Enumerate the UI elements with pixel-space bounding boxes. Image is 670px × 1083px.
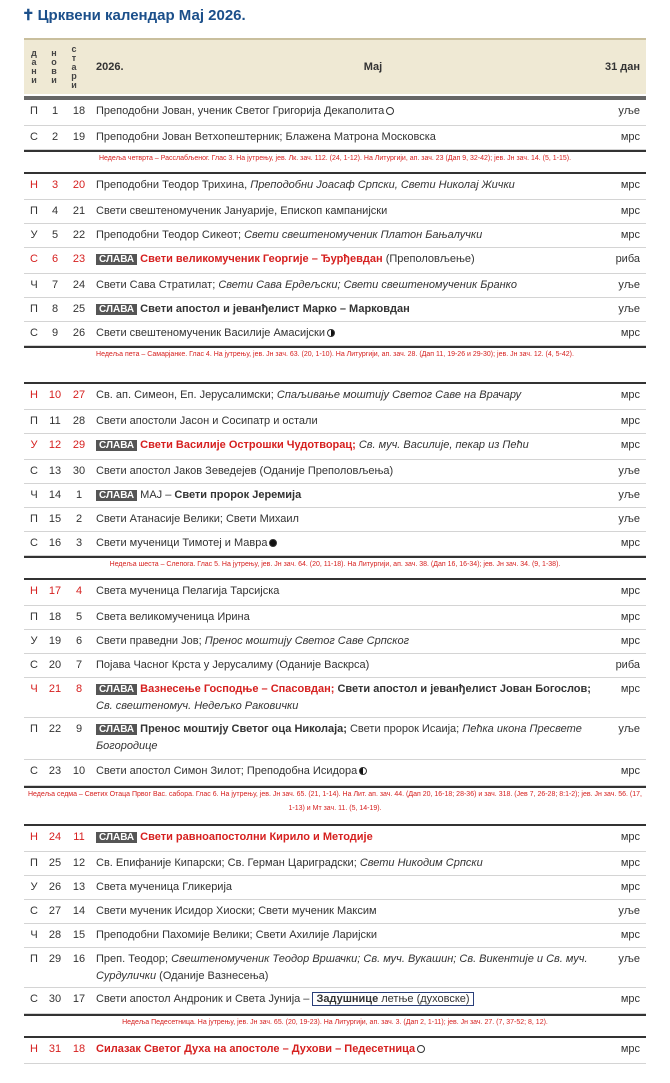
feast-name xyxy=(92,129,592,146)
fasting-rule: мрс xyxy=(620,635,640,647)
day-new: 11 xyxy=(49,415,61,427)
day-old: 18 xyxy=(72,1043,86,1055)
feast-part: Свети Василије Острошки Чудотворац; xyxy=(140,439,359,451)
day-new: 10 xyxy=(48,389,62,401)
fasting-rule: уље xyxy=(618,905,640,917)
feast-part: Преподобни Јоасаф Српски, Свети Николај Жички xyxy=(250,179,515,191)
feast-name xyxy=(92,511,592,528)
day-new: 14 xyxy=(48,489,62,501)
feast-name xyxy=(92,633,592,650)
week-reading: Недеља седма – Светих Отаца Првог Вас. сабора. Глас 6. На јутрењу, јев. Јн зач. 65. (21, 1-14). На Лит. ап. зач. 44. (Дап 20, 16-18; 28-36) и зач. 318. (Јев 7, 26-28; 8:1-2); јев. Јн зач. 56. (17, 1-13) и Мт зач. 11. (5, 14-19). xyxy=(24,786,646,826)
day-new: 17 xyxy=(48,585,62,597)
table-row xyxy=(24,1038,646,1064)
feast-part: Св. Епифаније Кипарски; Св. Герман Цариградски; xyxy=(96,857,360,869)
feast-part: Свети свештеномученик Јануарије, Епископ кампанијски xyxy=(96,205,388,217)
day-of-week: П xyxy=(30,857,38,869)
day-of-week: П xyxy=(30,611,38,623)
day-old: 25 xyxy=(72,303,86,315)
feast-part: летње (духовске) xyxy=(378,993,470,1005)
header-month: Мај xyxy=(363,61,383,73)
day-new: 31 xyxy=(48,1043,62,1055)
day-old: 3 xyxy=(75,537,83,549)
fasting-rule: уље xyxy=(618,303,640,315)
day-new: 19 xyxy=(48,635,62,647)
feast-part: Вазнесење Господње – Спасовдан; xyxy=(140,683,338,695)
day-new: 12 xyxy=(48,439,62,451)
feast-part: Појава Часног Крста у Јерусалиму (Оданије Васкрса) xyxy=(96,659,370,671)
zadusnice-box xyxy=(312,992,473,1006)
table-row xyxy=(24,826,646,852)
feast-part: Преподобни Јован, ученик Светог Григорија Декаполита xyxy=(96,105,385,117)
feast-part: Света мученица Пелагија Тарсијска xyxy=(96,585,280,597)
feast-part: Свети апостол и јеванђелист Марко – Марковдан xyxy=(140,303,410,315)
feast-part: Св. свештеномуч. Недељко Раковички xyxy=(96,700,299,712)
day-new: 25 xyxy=(48,857,62,869)
day-of-week: Н xyxy=(30,179,38,191)
day-old: 22 xyxy=(72,229,86,241)
table-row xyxy=(24,274,646,298)
table-row xyxy=(24,948,646,988)
table-row xyxy=(24,988,646,1014)
fasting-rule: мрс xyxy=(620,415,640,427)
day-of-week: П xyxy=(30,205,38,217)
day-of-week: С xyxy=(30,659,38,671)
day-new: 7 xyxy=(51,279,59,291)
day-new: 8 xyxy=(51,303,59,315)
table-row xyxy=(24,100,646,126)
feast-part: Свети равноапостолни Кирило и Методије xyxy=(140,831,373,843)
fasting-rule: мрс xyxy=(620,327,640,339)
day-new: 22 xyxy=(48,723,62,735)
day-old: 23 xyxy=(72,253,86,265)
moon-phase-icon xyxy=(417,1045,425,1053)
feast-name xyxy=(92,609,592,626)
fasting-rule: мрс xyxy=(620,683,640,695)
fasting-rule: мрс xyxy=(620,1043,640,1055)
feast-part: Свети апостол Јаков Зеведејев (Оданије Преполовљења) xyxy=(96,465,394,477)
table-row xyxy=(24,248,646,274)
day-new: 3 xyxy=(51,179,59,191)
day-of-week: П xyxy=(30,513,38,525)
week-reading: Недеља Педесетница. На јутрењу, јев. Јн зач. 65. (20, 19-23). На Литургији, ап. зач. 3. (Дап 2, 1-11); јев. Јн зач. 27. (7, 37-52; 8, 12). xyxy=(24,1014,646,1038)
fasting-rule: мрс xyxy=(620,131,640,143)
title-text: Црквени календар Мај 2026. xyxy=(37,7,246,24)
table-row xyxy=(24,298,646,322)
slava-badge: СЛАВА xyxy=(96,304,137,315)
table-row xyxy=(24,224,646,248)
table-row xyxy=(24,434,646,460)
feast-name xyxy=(92,325,592,342)
feast-part: Спаљивање моштију Светог Саве на Врачару xyxy=(276,389,522,401)
feast-part: (Преполовљење) xyxy=(382,253,475,265)
day-old: 29 xyxy=(72,439,86,451)
table-row xyxy=(24,508,646,532)
fasting-rule: риба xyxy=(615,659,640,671)
feast-part: Свети Сава Стратилат; xyxy=(96,279,219,291)
week-reading: Недеља четврта – Расслабљеног. Глас 3. На јутрењу, јев. Лк. зач. 112. (24, 1-12). На Литургији, ап. зач. 23 (Дап 9, 32-42); јев. Јн зач. 14. (5, 1-15). xyxy=(24,150,646,174)
day-of-week: С xyxy=(30,327,38,339)
feast-name xyxy=(92,463,592,480)
day-old: 4 xyxy=(75,585,83,597)
day-new: 24 xyxy=(48,831,62,843)
moon-phase-icon xyxy=(269,539,277,547)
day-of-week: Ч xyxy=(30,279,38,291)
feast-name xyxy=(92,763,592,780)
day-old: 2 xyxy=(75,513,83,525)
feast-name xyxy=(92,103,592,120)
fasting-rule: мрс xyxy=(620,929,640,941)
feast-part: Свети пророк Исаија; xyxy=(349,723,463,735)
feast-name xyxy=(92,721,592,755)
feast-part: Свети свештеномученик Платон Бањалучки xyxy=(244,229,483,241)
week-reading: Недеља шеста – Слепога. Глас 5. На јутрењу, јев. Јн зач. 64. (20, 11-18). На Литургији, ап. зач. 38. (Дап 16, 16-34); јев. Јн зач. 34. (9, 1-38). xyxy=(24,556,646,580)
table-row xyxy=(24,630,646,654)
day-of-week: У xyxy=(30,439,38,451)
day-old: 13 xyxy=(72,881,86,893)
feast-part: Св. муч. Василије, пекар из Пећи xyxy=(358,439,529,451)
fasting-rule: мрс xyxy=(620,585,640,597)
fasting-rule: мрс xyxy=(620,831,640,843)
fasting-rule: мрс xyxy=(620,611,640,623)
fasting-rule: мрс xyxy=(620,537,640,549)
day-of-week: П xyxy=(30,105,38,117)
feast-part: Преподобни Јован Ветхопештерник; Блажена Матрона Московска xyxy=(96,131,436,143)
table-row xyxy=(24,410,646,434)
day-of-week: С xyxy=(30,253,38,265)
day-old: 30 xyxy=(72,465,86,477)
slava-badge: СЛАВА xyxy=(96,832,137,843)
slava-badge: СЛАВА xyxy=(96,490,137,501)
table-row xyxy=(24,532,646,556)
feast-name xyxy=(92,829,592,846)
day-of-week: Н xyxy=(30,389,38,401)
day-old: 18 xyxy=(72,105,86,117)
feast-part: Пренос моштију Светог Саве Српског xyxy=(204,635,410,647)
fasting-rule: мрс xyxy=(620,857,640,869)
day-new: 2 xyxy=(51,131,59,143)
feast-name xyxy=(92,879,592,896)
feast-part: Свети апостол и јеванђелист Јован Богослов; xyxy=(337,683,591,695)
fasting-rule: уље xyxy=(618,489,640,501)
day-old: 10 xyxy=(72,765,86,777)
day-old: 1 xyxy=(75,489,83,501)
feast-part: Свети Атанасије Велики; Свети Михаил xyxy=(96,513,299,525)
day-of-week: С xyxy=(30,537,38,549)
day-new: 1 xyxy=(51,105,59,117)
table-row xyxy=(24,924,646,948)
feast-name xyxy=(92,903,592,920)
fasting-rule: мрс xyxy=(620,881,640,893)
day-new: 9 xyxy=(51,327,59,339)
calendar-table xyxy=(24,38,646,1064)
feast-part: Св. ап. Симеон, Еп. Јерусалимски; xyxy=(96,389,277,401)
table-row xyxy=(24,852,646,876)
day-old: 14 xyxy=(72,905,86,917)
feast-part: Свети праведни Јов; xyxy=(96,635,205,647)
day-old: 5 xyxy=(75,611,83,623)
day-old: 6 xyxy=(75,635,83,647)
day-of-week: Ч xyxy=(30,489,38,501)
day-old: 11 xyxy=(73,831,85,843)
day-old: 8 xyxy=(75,683,83,695)
day-of-week: У xyxy=(30,635,38,647)
moon-phase-icon xyxy=(327,329,335,337)
day-new: 16 xyxy=(48,537,62,549)
table-body xyxy=(24,100,646,1064)
table-row xyxy=(24,200,646,224)
day-old: 12 xyxy=(72,857,86,869)
feast-part: Преподобни Теодор Сикеот; xyxy=(96,229,245,241)
day-old: 27 xyxy=(72,389,86,401)
table-row xyxy=(24,760,646,786)
feast-part: Свети пророк Јеремија xyxy=(174,489,302,501)
feast-part: Преп. Теодор; xyxy=(96,953,172,965)
feast-part: Силазак Светог Духа на апостоле – Духови – Педесетница xyxy=(96,1043,416,1055)
feast-name xyxy=(92,387,592,404)
cross-icon: ✝ xyxy=(22,7,35,24)
feast-name xyxy=(92,951,592,985)
header-days: 31 дан xyxy=(604,61,640,73)
table-row xyxy=(24,606,646,630)
feast-part: Свети мученици Тимотеј и Мавра xyxy=(96,537,268,549)
feast-part: Свети Сава Ердељски; Свети свештеномученик Бранко xyxy=(218,279,517,291)
table-row xyxy=(24,174,646,200)
feast-name xyxy=(92,413,592,430)
day-new: 5 xyxy=(51,229,59,241)
day-of-week: П xyxy=(30,303,38,315)
feast-part: (Оданије Вазнесења) xyxy=(156,970,269,982)
table-row xyxy=(24,678,646,718)
day-of-week: С xyxy=(30,465,38,477)
day-of-week: П xyxy=(30,723,38,735)
feast-name xyxy=(92,227,592,244)
fasting-rule: мрс xyxy=(620,389,640,401)
day-old: 15 xyxy=(72,929,86,941)
feast-part: Преподобни Пахомије Велики; Свети Ахилије Ларијски xyxy=(96,929,377,941)
table-row xyxy=(24,876,646,900)
day-new: 30 xyxy=(48,993,62,1005)
day-old: 21 xyxy=(72,205,86,217)
table-row xyxy=(24,384,646,410)
day-of-week: Н xyxy=(30,585,38,597)
fasting-rule: мрс xyxy=(620,179,640,191)
table-header xyxy=(24,38,646,94)
day-old: 20 xyxy=(72,179,86,191)
header-novi: н о в и xyxy=(51,48,57,85)
fasting-rule: уље xyxy=(618,723,640,735)
day-new: 29 xyxy=(48,953,62,965)
table-row xyxy=(24,718,646,760)
day-old: 17 xyxy=(72,993,86,1005)
feast-name xyxy=(92,681,592,715)
day-new: 4 xyxy=(51,205,59,217)
day-of-week: С xyxy=(30,993,38,1005)
feast-name xyxy=(92,657,592,674)
day-new: 13 xyxy=(48,465,62,477)
feast-part: Свети Никодим Српски xyxy=(359,857,483,869)
fasting-rule: уље xyxy=(618,279,640,291)
day-new: 26 xyxy=(48,881,62,893)
slava-badge: СЛАВА xyxy=(96,254,137,265)
fasting-rule: мрс xyxy=(620,993,640,1005)
day-of-week: Н xyxy=(30,1043,38,1055)
header-dani: д а н и xyxy=(31,48,37,85)
feast-part: Свети свештеномученик Василије Амасијски xyxy=(96,327,326,339)
page-title xyxy=(22,6,246,24)
feast-part: МАЈ – xyxy=(140,489,175,501)
feast-name xyxy=(92,301,592,318)
fasting-rule: уље xyxy=(618,513,640,525)
day-old: 7 xyxy=(75,659,83,671)
moon-phase-icon xyxy=(359,767,367,775)
table-row xyxy=(24,900,646,924)
day-new: 6 xyxy=(51,253,59,265)
day-new: 28 xyxy=(48,929,62,941)
fasting-rule: уље xyxy=(618,465,640,477)
feast-part: Задушнице xyxy=(316,993,379,1005)
day-new: 15 xyxy=(48,513,62,525)
feast-part: Света мученица Гликерија xyxy=(96,881,233,893)
day-of-week: П xyxy=(30,953,38,965)
fasting-rule: мрс xyxy=(620,229,640,241)
table-row xyxy=(24,460,646,484)
feast-part: Свети великомученик Георгије – Ђурђевдан xyxy=(140,253,383,265)
fasting-rule: уље xyxy=(618,953,640,965)
feast-part: Свети апостол Андроник и Света Јунија – xyxy=(96,993,313,1005)
feast-name xyxy=(92,251,592,268)
fasting-rule: мрс xyxy=(620,765,640,777)
slava-badge: СЛАВА xyxy=(96,440,137,451)
day-new: 20 xyxy=(48,659,62,671)
feast-name xyxy=(92,203,592,220)
header-stari: с т а р и xyxy=(71,43,77,90)
feast-part: Свети апостол Симон Зилот; Преподобна Исидора xyxy=(96,765,358,777)
feast-name xyxy=(92,437,592,454)
day-of-week: У xyxy=(30,229,38,241)
table-row xyxy=(24,322,646,346)
fasting-rule: мрс xyxy=(620,439,640,451)
day-of-week: С xyxy=(30,905,38,917)
day-of-week: Ч xyxy=(30,929,38,941)
day-old: 19 xyxy=(72,131,86,143)
day-of-week: П xyxy=(30,415,38,427)
feast-name xyxy=(92,583,592,600)
feast-name xyxy=(92,177,592,194)
feast-part: Пећка икона Пресвете Богородице xyxy=(96,723,582,752)
table-row xyxy=(24,654,646,678)
day-of-week: Н xyxy=(30,831,38,843)
fasting-rule: уље xyxy=(618,105,640,117)
feast-name xyxy=(92,535,592,552)
day-new: 21 xyxy=(48,683,62,695)
day-new: 27 xyxy=(48,905,62,917)
day-of-week: С xyxy=(30,765,38,777)
feast-part: Преподобни Теодор Трихина, xyxy=(96,179,251,191)
table-row xyxy=(24,580,646,606)
feast-part: Свештеномученик Теодор Вршачки; Св. муч. Вукашин; Св. Викентије и Св. муч. Сурдулички xyxy=(96,953,588,982)
day-old: 16 xyxy=(72,953,86,965)
feast-name xyxy=(92,991,592,1008)
slava-badge: СЛАВА xyxy=(96,684,137,695)
feast-part: Свети апостоли Јасон и Сосипатр и остали xyxy=(96,415,318,427)
fasting-rule: мрс xyxy=(620,205,640,217)
feast-part: Свети мученик Исидор Хиоски; Свети мученик Максим xyxy=(96,905,377,917)
day-old: 24 xyxy=(72,279,86,291)
moon-phase-icon xyxy=(386,107,394,115)
feast-part: Света великомученица Ирина xyxy=(96,611,250,623)
feast-name xyxy=(92,855,592,872)
day-old: 9 xyxy=(75,723,83,735)
header-year: 2026. xyxy=(96,61,124,73)
feast-name xyxy=(92,277,592,294)
day-old: 28 xyxy=(72,415,86,427)
feast-name xyxy=(92,487,592,504)
day-new: 18 xyxy=(48,611,62,623)
week-reading: Недеља пета – Самарјанке. Глас 4. На јутрењу, јев. Јн зач. 63. (20, 1-10). На Литургији, ап. зач. 28. (Дап 11, 19-26 и 29-30); јев. Јн зач. 12. (4, 5-42). xyxy=(24,346,646,384)
day-of-week: С xyxy=(30,131,38,143)
feast-part: Пренос моштију Светог оца Николаја; xyxy=(140,723,350,735)
feast-name xyxy=(92,927,592,944)
day-old: 26 xyxy=(72,327,86,339)
day-of-week: Ч xyxy=(30,683,38,695)
slava-badge: СЛАВА xyxy=(96,724,137,735)
day-new: 23 xyxy=(48,765,62,777)
feast-name xyxy=(92,1041,592,1058)
table-row xyxy=(24,484,646,508)
table-row xyxy=(24,126,646,150)
day-of-week: У xyxy=(30,881,38,893)
fasting-rule: риба xyxy=(615,253,640,265)
